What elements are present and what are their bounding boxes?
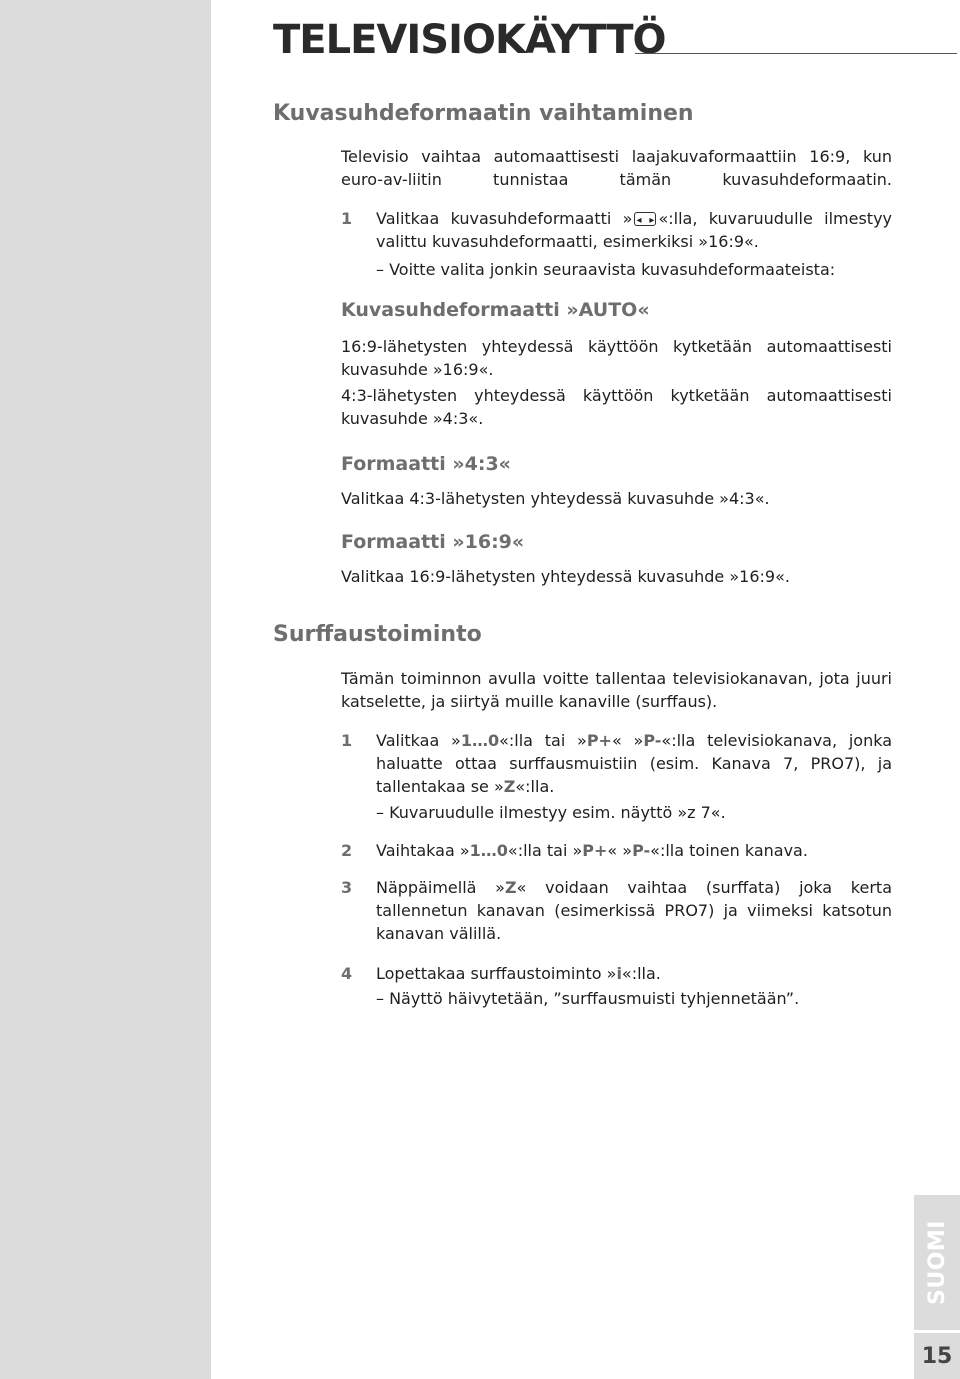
key-label: P+: [586, 731, 612, 750]
step-text: «:lla.: [515, 777, 555, 796]
step-text: «:lla toinen kanava.: [650, 841, 808, 860]
page-title: TELEVISIOKÄYTTÖ: [273, 17, 666, 63]
key-label: Z: [503, 777, 516, 796]
step-text: Lopettakaa surffaustoiminto »: [376, 964, 617, 983]
key-label: P-: [632, 841, 651, 860]
auto-text-169: 16:9-lähetysten yhteydessä käyttöön kytketään automaattisesti kuvasuhde »16:9«.: [341, 337, 892, 379]
key-label: Z: [504, 878, 517, 897]
step-number: 4: [341, 964, 353, 983]
surf-step-2: [376, 839, 892, 862]
step-text: «:lla, kuvaruudulle ilmestyy valittu kuvasuhdeformaatti, esimerkiksi »16:9«.: [376, 209, 893, 251]
step-text: «:lla.: [621, 964, 661, 983]
aspect-step-1-note: – Voitte valita jonkin seuraavista kuvasuhdeformaateista:: [376, 260, 836, 279]
surf-intro: Tämän toiminnon avulla voitte tallentaa televisiokanavan, jota juuri katselette, ja siirtyä muille kanaville (surffaus).: [341, 669, 892, 711]
step-text: Vaihtakaa »: [376, 841, 470, 860]
key-label: 1…0: [469, 841, 508, 860]
step-text: « voidaan vaihtaa (surffata) joka kerta tallennetun kanavan (esimerkissä PRO7) ja viimeksi katsotun kanavan välillä.: [376, 878, 893, 943]
format-169-text: Valitkaa 16:9-lähetysten yhteydessä kuvasuhde »16:9«.: [341, 567, 790, 586]
key-label: 1…0: [460, 731, 500, 750]
title-rule: [635, 53, 957, 54]
step-text: Näppäimellä »: [376, 878, 505, 897]
key-label: i: [616, 964, 622, 983]
step-text: «:lla televisiokanava, jonka haluatte ottaa surffausmuistiin (esim. Kanava 7, PRO7), ja tallentakaa se »: [376, 731, 892, 796]
subheading-auto: Kuvasuhdeformaatti »AUTO«: [341, 299, 650, 321]
subheading-format-43: Formaatti »4:3«: [341, 453, 511, 475]
step-number: 2: [341, 841, 353, 860]
subheading-format-169: Formaatti »16:9«: [341, 531, 525, 553]
surf-step-4: [376, 962, 892, 985]
step-text: « »: [611, 731, 644, 750]
step-text: «:lla tai »: [499, 731, 587, 750]
language-tab-label-box: [914, 1195, 960, 1330]
page-number: 15: [914, 1333, 960, 1379]
step-number: 1: [341, 731, 353, 750]
step-number: 1: [341, 209, 353, 228]
aspect-ratio-icon: [634, 212, 656, 226]
aspect-step-1: [376, 207, 892, 253]
section-heading-aspect: Kuvasuhdeformaatin vaihtaminen: [273, 101, 694, 126]
language-tab-label: SUOMI: [924, 1220, 950, 1305]
key-label: P+: [582, 841, 608, 860]
surf-step-4-note: – Näyttö häivytetään, ”surffausmuisti tyhjennetään”.: [376, 989, 800, 1008]
surf-step-3: [376, 876, 892, 945]
section-heading-surf: Surffaustoiminto: [273, 622, 482, 647]
step-number: 3: [341, 878, 353, 897]
surf-step-1-note: – Kuvaruudulle ilmestyy esim. näyttö »z 7«.: [376, 803, 726, 822]
surf-step-1: [376, 729, 892, 798]
left-margin-band: [0, 0, 211, 1379]
key-label: P-: [643, 731, 662, 750]
format-43-text: Valitkaa 4:3-lähetysten yhteydessä kuvasuhde »4:3«.: [341, 489, 770, 508]
aspect-intro: Televisio vaihtaa automaattisesti laajakuvaformaattiin 16:9, kun euro-av-liitin tunnistaa tämän kuvasuhdeformaatin.: [341, 147, 892, 189]
step-text: Valitkaa »: [376, 731, 461, 750]
auto-text-43: 4:3-lähetysten yhteydessä käyttöön kytketään automaattisesti kuvasuhde »4:3«.: [341, 386, 892, 428]
step-text: «:lla tai »: [507, 841, 583, 860]
step-text: « »: [607, 841, 633, 860]
step-text: Valitkaa kuvasuhdeformaatti »: [376, 209, 633, 228]
